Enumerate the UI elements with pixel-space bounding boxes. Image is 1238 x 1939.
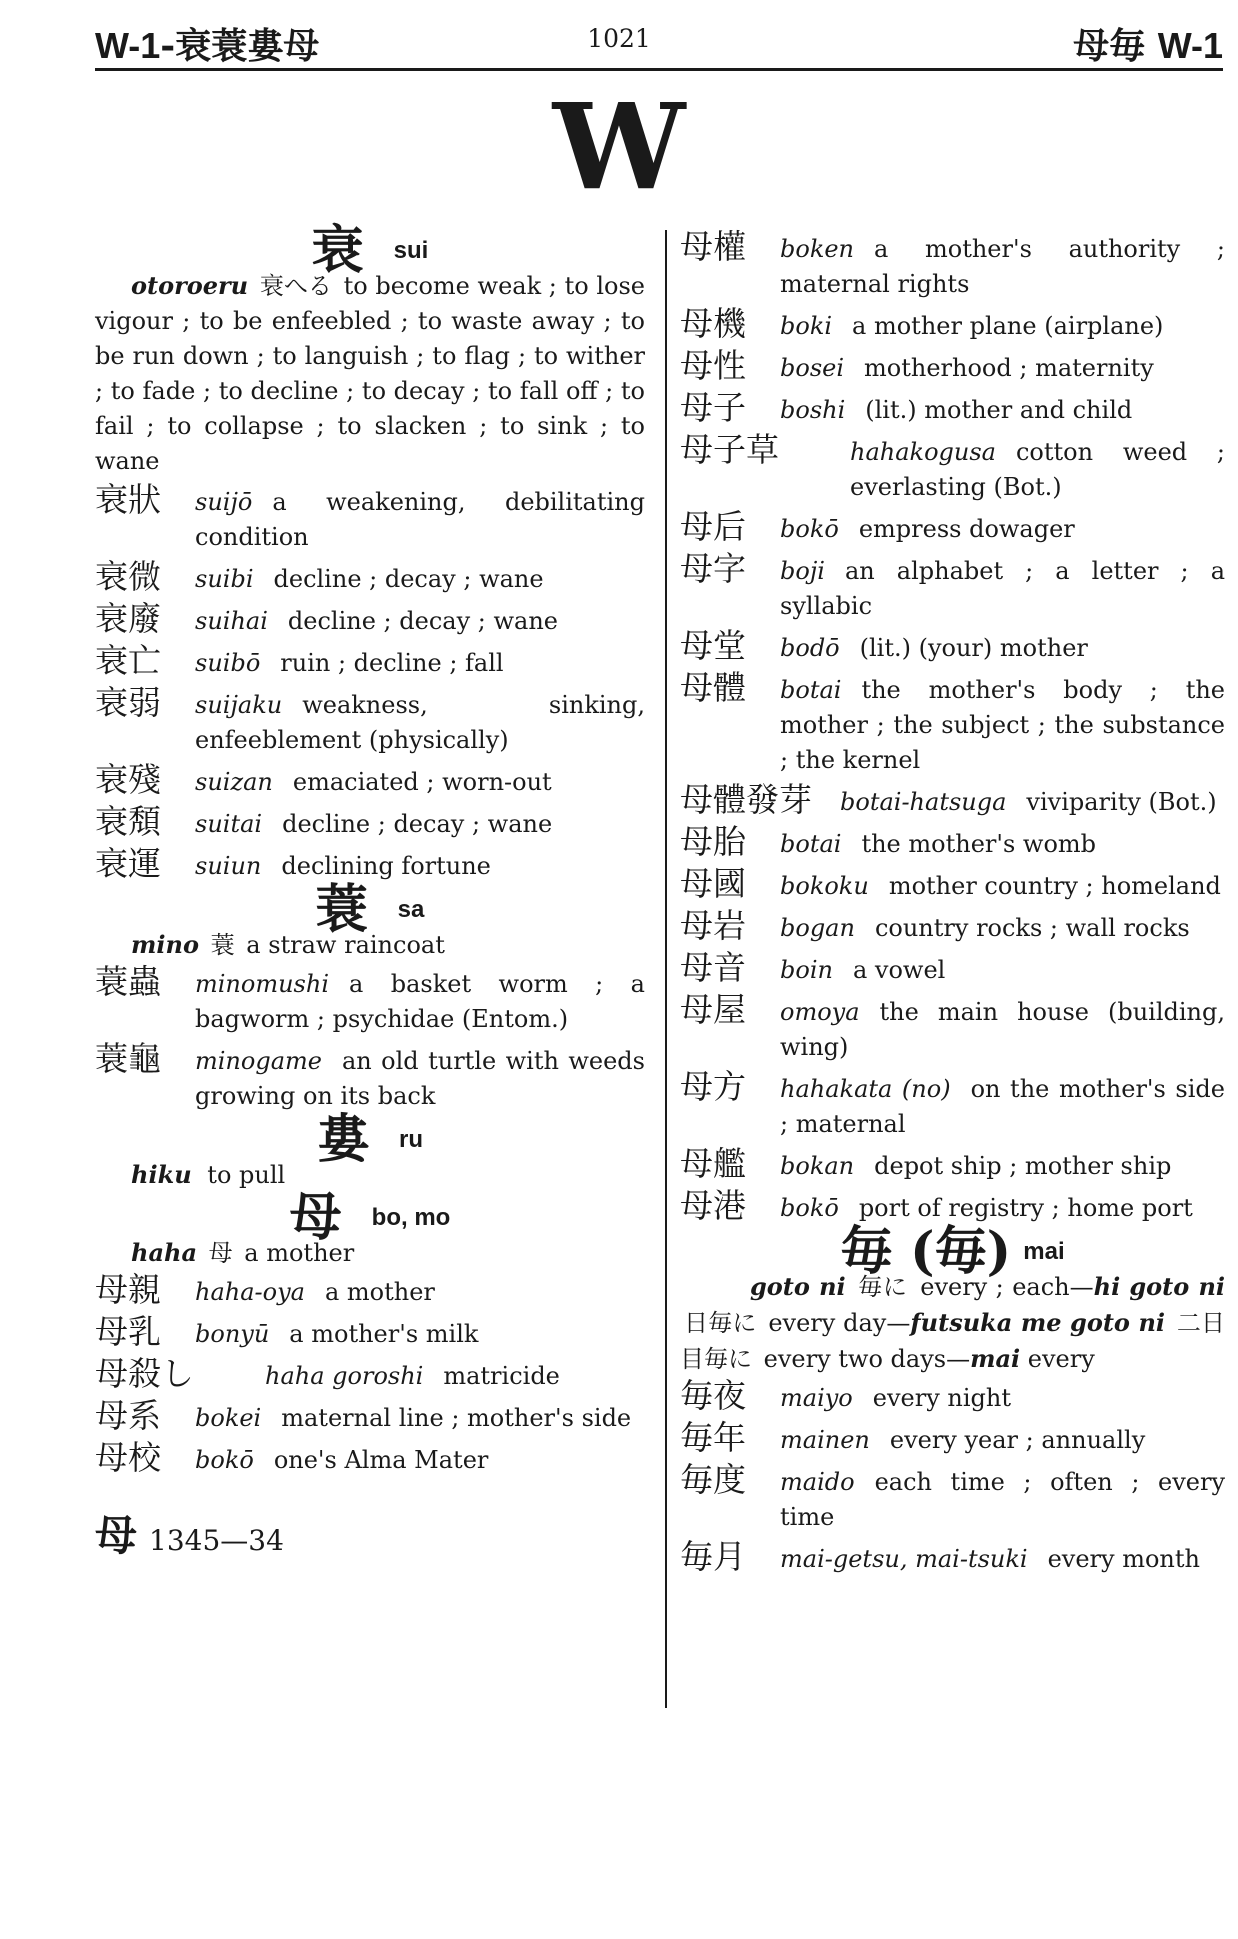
entry-kanji: 母岩	[680, 906, 746, 945]
entry-definition: emaciated ; worn-out	[292, 768, 552, 796]
kanji-heading	[680, 1221, 1225, 1282]
kanji-heading	[95, 1109, 645, 1170]
entry-definition: decline ; decay ; wane	[282, 810, 553, 838]
kun-definition: every two days—	[763, 1345, 971, 1373]
entry	[95, 844, 645, 884]
entry	[680, 864, 1225, 904]
entry	[680, 1144, 1225, 1184]
header-kanji-left: -衰蓑婁母	[160, 25, 320, 67]
kun-paragraph	[95, 927, 645, 963]
entry-reading: boji	[780, 557, 825, 585]
entry-reading: boki	[780, 312, 833, 340]
section-code-left: W-1	[95, 25, 161, 66]
heading-kanji: 衰	[311, 220, 364, 281]
kun-kanji: 毎に	[858, 1273, 908, 1301]
entry-definition: on the mother's side ; maternal	[780, 1075, 1225, 1138]
entry	[680, 1460, 1225, 1535]
entry-reading: bokei	[195, 1404, 262, 1432]
entry	[95, 599, 645, 639]
entry-definition: a mother's milk	[289, 1320, 479, 1348]
entry	[95, 480, 645, 555]
entry-kanji: 蓑蟲	[95, 962, 161, 1001]
entry-reading: bokō	[195, 1446, 254, 1474]
header-rule	[95, 68, 1223, 71]
kun-definition: a mother	[244, 1239, 355, 1267]
kun-reading: hi goto ni	[1093, 1272, 1226, 1301]
entry-reading: suijaku	[195, 691, 283, 719]
entry	[95, 641, 645, 681]
entry-definition: every night	[872, 1384, 1011, 1412]
entry-kanji: 衰狀	[95, 480, 161, 519]
entry	[680, 990, 1225, 1065]
entry-kanji: 母字	[680, 549, 746, 588]
entry-kanji: 衰殘	[95, 760, 161, 799]
entry-definition: one's Alma Mater	[273, 1446, 489, 1474]
entry-definition: weakness, sinking, enfeeblement (physically)	[195, 691, 645, 754]
entry-kanji: 母校	[95, 1438, 161, 1477]
entry-definition: country rocks ; wall rocks	[874, 914, 1190, 942]
entry-definition: a weakening, debilitating condition	[195, 488, 645, 551]
heading-reading: ru	[399, 1126, 423, 1153]
entry-definition: port of registry ; home port	[858, 1194, 1193, 1222]
entry	[95, 962, 645, 1037]
kun-definition: to pull	[207, 1161, 286, 1189]
entry-definition: decline ; decay ; wane	[287, 607, 558, 635]
heading-reading: sa	[397, 896, 425, 923]
entry-reading: boken	[780, 235, 855, 263]
entry-definition: cotton weed ; everlasting (Bot.)	[850, 438, 1225, 501]
entry-kanji: 衰弱	[95, 683, 161, 722]
entry-kanji: 衰廢	[95, 599, 161, 638]
kun-paragraph	[95, 1157, 645, 1193]
entry	[680, 626, 1225, 666]
entry-kanji: 毎夜	[680, 1376, 746, 1415]
entry-definition: depot ship ; mother ship	[874, 1152, 1172, 1180]
entry-reading: bodō	[780, 634, 840, 662]
kanji-heading	[95, 879, 645, 940]
heading-kanji-variant: (毎)	[910, 1221, 1012, 1282]
entry	[680, 948, 1225, 988]
entry-definition: (lit.) mother and child	[865, 396, 1133, 424]
entry-reading: haha goroshi	[265, 1362, 424, 1390]
entry	[680, 668, 1225, 778]
kun-definition: every ; each—	[920, 1273, 1094, 1301]
entry-kanji: 毎度	[680, 1460, 746, 1499]
entry-reading: botai	[780, 830, 842, 858]
entry-reading: bonyū	[195, 1320, 270, 1348]
entry-definition: each time ; often ; every time	[780, 1468, 1225, 1531]
entry-kanji: 衰運	[95, 844, 161, 883]
entry	[680, 1418, 1225, 1458]
entry-definition: matricide	[443, 1362, 560, 1390]
entry-definition: empress dowager	[858, 515, 1075, 543]
kun-reading: futsuka me goto ni	[910, 1308, 1166, 1337]
entry-kanji: 毎年	[680, 1418, 746, 1457]
entry-kanji: 母權	[680, 227, 746, 266]
entry	[680, 304, 1225, 344]
kun-reading: mino	[131, 930, 199, 959]
reference-number: 1345—34	[149, 1524, 284, 1557]
kun-paragraph	[95, 268, 645, 479]
entry	[680, 1376, 1225, 1416]
entry-kanji: 母子草	[680, 430, 779, 469]
entry-kanji: 母堂	[680, 626, 746, 665]
entry-reading: botai	[780, 676, 842, 704]
entry-kanji: 母港	[680, 1186, 746, 1225]
column-divider	[665, 230, 667, 1708]
entry-definition: the mother's body ; the mother ; the subject ; the substance ; the kernel	[780, 676, 1225, 774]
kun-kanji: 衰へる	[259, 272, 332, 300]
entry-definition: the mother's womb	[861, 830, 1097, 858]
entry-definition: decline ; decay ; wane	[273, 565, 544, 593]
kun-definition: every day—	[768, 1309, 911, 1337]
entry-kanji: 母乳	[95, 1312, 161, 1351]
kanji-heading	[95, 220, 645, 281]
kun-reading: goto ni	[750, 1272, 846, 1301]
section-letter: W	[552, 77, 686, 216]
heading-reading: mai	[1023, 1238, 1065, 1265]
entry	[680, 346, 1225, 386]
entry-definition: every year ; annually	[889, 1426, 1146, 1454]
entry	[95, 1039, 645, 1114]
entry-reading: bokan	[780, 1152, 855, 1180]
entry-kanji: 母胎	[680, 822, 746, 861]
reference-kanji: 母	[95, 1511, 138, 1560]
entry	[680, 822, 1225, 862]
kun-reading: mai	[970, 1344, 1021, 1373]
kun-definition: a straw raincoat	[246, 931, 445, 959]
entry-kanji: 母性	[680, 346, 746, 385]
entry-definition: a mother	[324, 1278, 435, 1306]
entry	[680, 430, 1225, 505]
kun-definition: to become weak ; to lose vigour ; to be enfeebled ; to waste away ; to be run down ; to languish ; to flag ; to wither ; to fade ; to decline ; to decay ; to fall off ; to fail ; to collapse ; to slacken ; to sink ; to wane	[95, 272, 645, 475]
kun-reading: otoroeru	[131, 271, 249, 300]
right-column	[680, 227, 1226, 1584]
entry-kanji: 衰微	[95, 557, 161, 596]
entry-kanji: 母屋	[680, 990, 746, 1029]
entry	[680, 227, 1225, 302]
entry-definition: an alphabet ; a letter ; a syllabic	[780, 557, 1225, 620]
entry-reading: suiun	[195, 852, 262, 880]
entry	[680, 388, 1225, 428]
entry-kanji: 毎月	[680, 1537, 746, 1576]
entry-kanji: 母殺し	[95, 1354, 194, 1393]
left-column	[95, 220, 645, 1560]
entry-definition: a mother's authority ; maternal rights	[780, 235, 1225, 298]
entry	[95, 802, 645, 842]
entry-kanji: 母系	[95, 1396, 161, 1435]
entry-kanji: 母體	[680, 668, 746, 707]
entry-reading: suizan	[195, 768, 273, 796]
entry-reading: maiyo	[780, 1384, 853, 1412]
header-kanji-right: 母毎	[1073, 25, 1146, 67]
entry-definition: motherhood ; maternity	[864, 354, 1154, 382]
entry-definition: an old turtle with weeds growing on its back	[195, 1047, 645, 1110]
entry-definition: maternal line ; mother's side	[281, 1404, 632, 1432]
entry-definition: declining fortune	[281, 852, 491, 880]
entry-kanji: 母后	[680, 507, 746, 546]
entry	[680, 1067, 1225, 1142]
section-code-right: W-1	[1157, 25, 1223, 66]
entry-reading: suihai	[195, 607, 268, 635]
entry-reading: maido	[780, 1468, 855, 1496]
entry-kanji: 母子	[680, 388, 746, 427]
entry-reading: suibi	[195, 565, 254, 593]
heading-kanji: 毎	[840, 1221, 893, 1282]
entry-reading: suibō	[195, 649, 261, 677]
heading-kanji: 蓑	[315, 879, 368, 940]
entry	[95, 1438, 645, 1478]
kanji-heading	[95, 1187, 645, 1248]
kun-kanji: 日毎に	[684, 1309, 757, 1337]
entry-definition: a vowel	[852, 956, 946, 984]
page-number: 1021	[587, 24, 651, 53]
entry-reading: minomushi	[195, 970, 330, 998]
kun-definition: every	[1027, 1345, 1095, 1373]
entry-kanji: 衰亡	[95, 641, 161, 680]
heading-reading: bo, mo	[371, 1204, 451, 1231]
entry-reading: suijō	[195, 488, 253, 516]
entry-reading: botai-hatsuga	[840, 788, 1007, 816]
kun-paragraph	[95, 1235, 645, 1271]
entry-kanji: 母體發芽	[680, 780, 812, 819]
entry-reading: mai-getsu, mai-tsuki	[780, 1545, 1028, 1573]
entry-definition: every month	[1047, 1545, 1200, 1573]
entry-reading: minogame	[195, 1047, 322, 1075]
entry	[95, 683, 645, 758]
entry-reading: haha-oya	[195, 1278, 305, 1306]
entry	[680, 906, 1225, 946]
entry	[680, 1537, 1225, 1577]
entry-reading: mainen	[780, 1426, 870, 1454]
entry	[680, 780, 1225, 820]
entry-definition: viviparity (Bot.)	[1026, 788, 1217, 816]
entry	[95, 1396, 645, 1436]
entry-definition: mother country ; homeland	[888, 872, 1221, 900]
kun-reading: hiku	[131, 1160, 192, 1189]
kun-kanji: 母	[208, 1239, 233, 1267]
entry-kanji: 母國	[680, 864, 746, 903]
heading-kanji: 母	[289, 1187, 342, 1248]
entry	[95, 1312, 645, 1352]
entry-reading: hahakata (no)	[780, 1075, 951, 1103]
entry	[680, 549, 1225, 624]
entry-definition: the main house (building, wing)	[780, 998, 1225, 1061]
entry-kanji: 母方	[680, 1067, 746, 1106]
entry-definition: ruin ; decline ; fall	[280, 649, 504, 677]
entry	[680, 1186, 1225, 1226]
kun-kanji: 蓑	[210, 931, 235, 959]
entry-reading: bosei	[780, 354, 845, 382]
entry-kanji: 母艦	[680, 1144, 746, 1183]
kun-kanji: 二日目毎に	[680, 1309, 1225, 1373]
entry	[95, 1270, 645, 1310]
entry-definition: a basket worm ; a bagworm ; psychidae (Entom.)	[195, 970, 645, 1033]
heading-reading: sui	[393, 237, 429, 264]
entry-kanji: 母音	[680, 948, 746, 987]
running-head-right	[1073, 18, 1223, 69]
entry-reading: bokō	[780, 1194, 839, 1222]
heading-kanji: 婁	[316, 1109, 369, 1170]
entry-definition: a mother plane (airplane)	[852, 312, 1164, 340]
entry-reading: bogan	[780, 914, 855, 942]
entry-reading: bokoku	[780, 872, 869, 900]
entry	[680, 507, 1225, 547]
kun-reading: haha	[131, 1238, 197, 1267]
entry	[95, 557, 645, 597]
entry-kanji: 母機	[680, 304, 746, 343]
stroke-reference	[95, 1511, 645, 1560]
entry-reading: suitai	[195, 810, 263, 838]
entry-definition: (lit.) (your) mother	[859, 634, 1088, 662]
entry-reading: bokō	[780, 515, 839, 543]
entry-reading: hahakogusa	[850, 438, 996, 466]
entry-reading: omoya	[780, 998, 860, 1026]
entry-reading: boshi	[780, 396, 846, 424]
entry-kanji: 蓑龜	[95, 1039, 161, 1078]
entry-kanji: 衰頽	[95, 802, 161, 841]
entry-kanji: 母親	[95, 1270, 161, 1309]
entry-reading: boin	[780, 956, 833, 984]
entry	[95, 760, 645, 800]
kun-paragraph	[680, 1269, 1225, 1377]
entry	[95, 1354, 645, 1394]
